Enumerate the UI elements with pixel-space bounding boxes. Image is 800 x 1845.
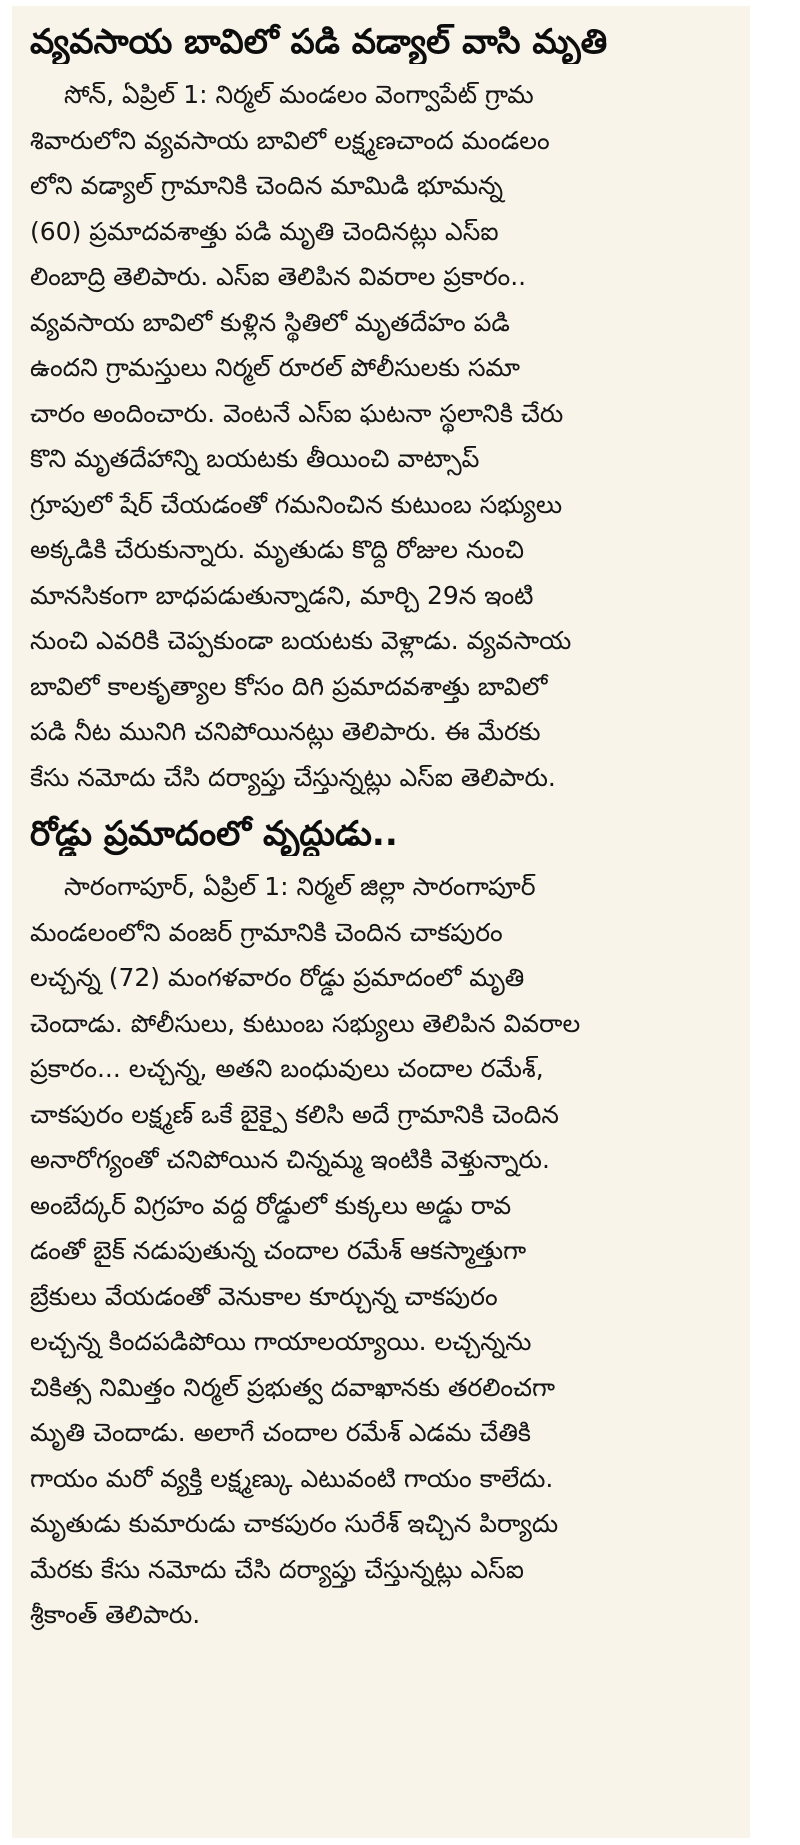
article-2-line: అంబేద్కర్ విగ్రహం వద్ద రోడ్డులో కుక్కలు అడ్డు రావ xyxy=(30,1190,512,1220)
article-1-line: ఉందని గ్రామస్తులు నిర్మల్ రూరల్ పోలీసులకు సమా xyxy=(30,353,520,382)
article-1-line: శివారులోని వ్యవసాయ బావిలో లక్ష్మణచాంద మండలం xyxy=(30,125,550,155)
article-2-headline: రోడ్డు ప్రమాదంలో వృద్ధుడు.. xyxy=(30,814,398,854)
article-2-line: లచ్చన్న (72) మంగళవారం రోడ్డు ప్రమాదంలో మృతి xyxy=(30,963,525,992)
article-2-line: చికిత్స నిమిత్తం నిర్మల్ ప్రభుత్వ దవాఖానకు తరలించగా xyxy=(30,1372,556,1402)
article-2-line: అనారోగ్యంతో చనిపోయిన చిన్నమ్మ ఇంటికి వెళ్తున్నారు. xyxy=(30,1145,550,1174)
article-1-line: బావిలో కాలకృత్యాల కోసం దిగి ప్రమాదవశాత్తు బావిలో xyxy=(30,671,548,701)
article-1-line: సోన్, ఏప్రిల్ 1: నిర్మల్ మండలం వెంగ్వాపేట్ గ్రామ xyxy=(64,80,534,109)
article-2-line: మండలంలోని వంజర్ గ్రామానికి చెందిన చాకపురం xyxy=(30,917,503,947)
article-1-line: పడి నీట మునిగి చనిపోయినట్లు తెలిపారు. ఈ మేరకు xyxy=(30,717,541,746)
article-1-line: లింబాద్రి తెలిపారు. ఎస్ఐ తెలిపిన వివరాల ప్రకారం.. xyxy=(30,262,527,291)
article-2-line: చాకపురం లక్ష్మణ్ ఒకే బైక్పై కలిసి అదే గ్రామానికి చెందిన xyxy=(30,1099,559,1129)
article-1-line: (60) ప్రమాదవశాత్తు పడి మృతి చెందినట్లు ఎస్ఐ xyxy=(30,216,499,246)
article-1-line: అక్కడికి చేరుకున్నారు. మృతుడు కొద్ది రోజుల నుంచి xyxy=(30,535,524,564)
article-2-line: డంతో బైక్ నడుపుతున్న చందాల రమేశ్ ఆకస్మాత్తుగా xyxy=(30,1236,527,1265)
article-2-line: గాయం మరో వ్యక్తి లక్ష్మణ్కు ఎటువంటి గాయం కాలేదు. xyxy=(30,1463,554,1493)
article-2-line: చెందాడు. పోలీసులు, కుటుంబ సభ్యులు తెలిపిన వివరాల xyxy=(30,1008,581,1038)
article-2-line: శ్రీకాంత్ తెలిపారు. xyxy=(30,1600,201,1629)
article-2-line: మృతుడు కుమారుడు చాకపురం సురేశ్ ఇచ్చిన పిర్యాదు xyxy=(30,1509,559,1538)
article-2-line: బ్రేకులు వేయడంతో వెనుకాల కూర్చున్న చాకపురం xyxy=(30,1281,498,1311)
article-2-line: మృతి చెందాడు. అలాగే చందాల రమేశ్ ఎడమ చేతికి xyxy=(30,1418,531,1447)
article-1-line: నుంచి ఎవరికి చెప్పకుండా బయటకు వెళ్లాడు. వ్యవసాయ xyxy=(30,626,572,655)
newspaper-clipping xyxy=(12,6,750,1838)
article-1-line: చారం అందించారు. వెంటనే ఎస్ఐ ఘటనా స్థలానికి చేరు xyxy=(30,398,564,428)
article-1-line: వ్యవసాయ బావిలో కుళ్లిన స్థితిలో మృతదేహం పడి xyxy=(30,307,510,337)
article-2-line: ప్రకారం... లచ్చన్న, అతని బంధువులు చందాల రమేశ్, xyxy=(30,1054,544,1083)
article-2-line: సారంగాపూర్, ఏప్రిల్ 1: నిర్మల్ జిల్లా సారంగాపూర్ xyxy=(64,872,536,901)
article-1-body xyxy=(30,72,734,800)
article-1-line: కొని మృతదేహాన్ని బయటకు తీయించి వాట్సాప్ xyxy=(30,444,480,473)
article-1-line: గ్రూపులో షేర్ చేయడంతో గమనించిన కుటుంబ సభ్యులు xyxy=(30,489,563,519)
article-2-line: లచ్చన్న కిందపడిపోయి గాయాలయ్యాయి. లచ్చన్నను xyxy=(30,1327,532,1356)
article-1-line: మానసికంగా బాధపడుతున్నాడని, మార్చి 29న ఇంటి xyxy=(30,580,534,610)
article-1-headline: వ్యవసాయ బావిలో పడి వడ్యాల్ వాసి మృతి xyxy=(30,22,608,62)
article-1-line: లోని వడ్యాల్ గ్రామానికి చెందిన మామిడి భూమన్న xyxy=(30,171,504,200)
article-2-line: మేరకు కేసు నమోదు చేసి దర్యాప్తు చేస్తున్నట్లు ఎస్ఐ xyxy=(30,1554,524,1584)
article-2-body xyxy=(30,864,734,1638)
article-1-line: కేసు నమోదు చేసి దర్యాప్తు చేస్తున్నట్లు ఎస్ఐ తెలిపారు. xyxy=(30,762,556,792)
